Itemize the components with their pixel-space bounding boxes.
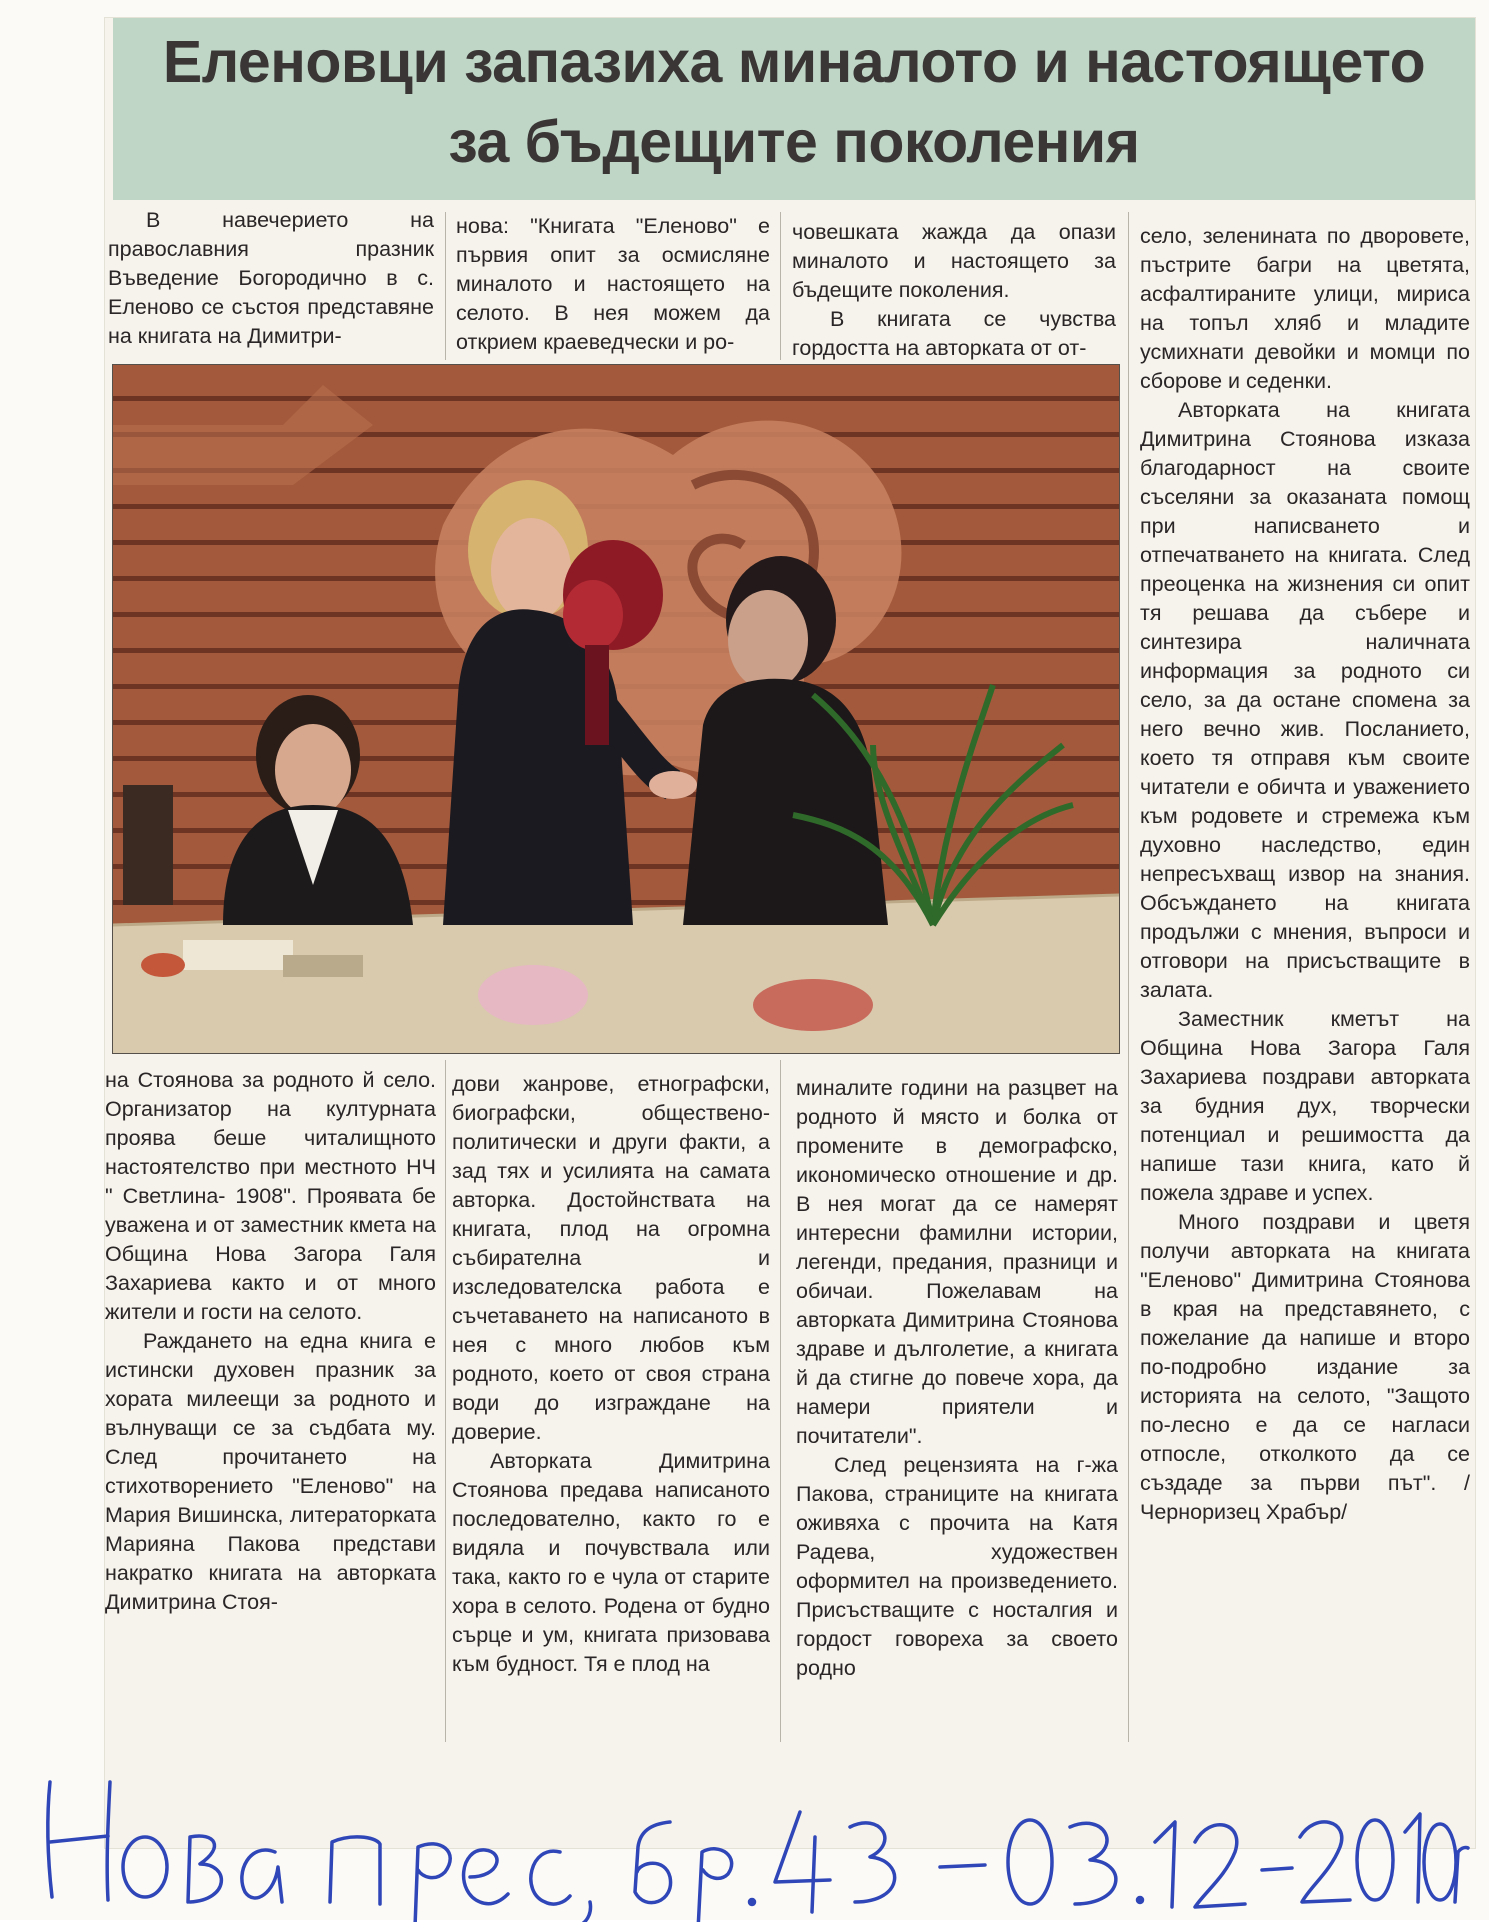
column-2-bottom [452,1070,770,1679]
article-headline [113,22,1475,182]
paragraph: Раждането на една книга е истински духовен празник за хората милеещи за родното и вълнуващи се за съдбата му. След прочитането на стихотворението "Еленово" на Мария Вишинска, литераторката Марияна Пакова представи накратко книгата на авторката Димитрина Стоя- [105,1329,436,1614]
column-3-top [792,218,1116,363]
paragraph: дови жанрове, етнографски, биографски, обществено-политически и други факти, а зад тях и усилията на самата авторка. Достойнствата на книгата, плод на огромна събирателна и изследователска работа е съчетаването на написаното в нея с много любов към родното, което от своя страна води до изграждане на доверие. [452,1072,770,1444]
paragraph: човешката жажда да опази миналото и настоящето за бъдещите поколения. [792,220,1116,302]
paragraph: В навечерието на православния празник Въведение Богородично в с. Еленово се състоя представяне на книгата на Димитри- [108,208,434,348]
column-rule [1128,212,1129,1742]
paragraph: нова: "Книгата "Еленово" е първия опит за осмисляне миналото и настоящето на селото. В нея можем да открием краеведчески и ро- [456,214,770,354]
paragraph: Авторката Димитрина Стоянова предава написаното последователно, както го е видяла и почувствала или така, както го е чула от старите хора в селото. Родена от будно сърце и ум, книгата призовава към будност. Тя е плод на [452,1449,770,1676]
headline-line-2: за бъдещите поколения [448,109,1140,175]
paragraph: село, зеленината по дворовете, пъстрите багри на цветята, асфалтираните улици, мириса на топъл хляб и младите усмихнати девойки и момци по сборове и седенки. [1140,224,1470,393]
paragraph: В книгата се чувства гордостта на авторката от от- [792,307,1116,360]
paragraph: Авторката на книгата Димитрина Стоянова изказа благодарност на своите съселяни за оказаната помощ при написването и отпечатването на книгата. След преоценка на жизнения си опит тя решава да събере и синтезира наличната информация за родното си село, за да остане спомена за него вечно жив. Посланието, което тя отправя към своите читатели е обичта и уважението към родовете и стремежа към духовно наследство, един непресъхващ извор на знания. Обсъждането на книгата продължи с мнения, въпроси и отговори на присъстващите в залата. [1140,398,1470,1002]
column-rule [780,212,781,360]
column-3-bottom [796,1074,1118,1683]
paragraph: на Стоянова за родното й село. Организатор на културната проява беше читалищното настоятелство при местното НЧ " Светлина- 1908". Проявата бе уважена и от заместник кмета на Община Нова Загора Галя Захариева както и от много жители и гости на селото. [105,1068,436,1324]
paragraph: Много поздрави и цветя получи авторката на книгата "Еленово" Димитрина Стоянова в края на представянето, с пожелание да напише и второ по-подробно издание за историята на селото, "Защото по-лесно е да се нагласи отпосле, отколкото да се създаде за първи път". / Черноризец Храбър/ [1140,1210,1470,1524]
column-4 [1140,222,1470,1527]
event-photo [112,364,1120,1054]
column-2-top [456,212,770,357]
column-rule [445,1060,446,1742]
headline-line-1: Еленовци запазиха миналото и настоящето [162,29,1426,95]
column-1-top [108,206,434,351]
column-rule [445,212,446,360]
handwritten-source-note [30,1752,1470,1922]
paragraph: миналите години на разцвет на родното й място и болка от промените в демографско, икономическо отношение и др. В нея могат да се намерят интересни фамилни истории, легенди, предания, празници и обичаи. Пожелавам на авторката Димитрина Стоянова здраве и дълголетие, а книгата й да стигне до повече хора, да намери приятели и почитатели". [796,1076,1118,1448]
paragraph: След рецензията на г-жа Пакова, страниците на книгата оживяха с прочита на Катя Радева, художествен оформител на произведението. Присъстващите с носталгия и гордост говореха за своето родно [796,1453,1118,1680]
paragraph: Заместник кметът на Община Нова Загора Галя Захариева поздрави авторката за будния дух, творчески потенциал и решимостта да напише тази книга, като й пожела здраве и успех. [1140,1007,1470,1205]
column-rule [780,1060,781,1742]
column-1-bottom [105,1066,436,1617]
